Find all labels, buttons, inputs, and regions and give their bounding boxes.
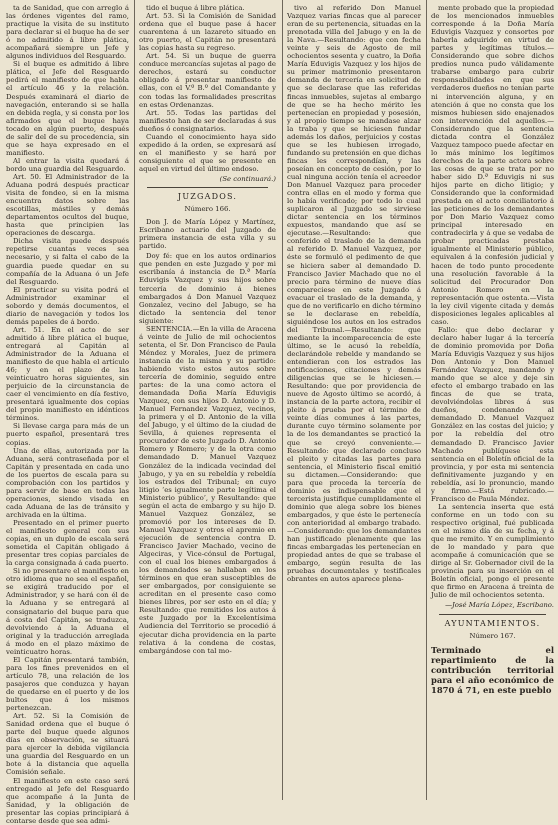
notice-number: Número 167. [469,631,516,640]
paragraph: El Capitán presentará también, para los fines prevenidos en el artículo 78, una relación de los pasajeros que conduzca y hayan de quedarse en el puerto y de los bultos que á los mismos pertenezcan. [6,655,129,713]
paragraph: Cuando el conocimiento haya sido expedido á la orden, se expresará así en el manifiesto y se hará por consiguiente el que se presente en aquel en virtud del último endoso. [139,132,276,173]
column-4 [431,4,554,796]
paragraph: Presentado en el primer puerto el manifiesto general con sus copias, en un duplo de escala será sometida el Capitán obligado á presentar tres copias parciales de la carga consignada á cada puerto. [6,519,129,568]
paragraph: Art. 55. Todas las partidas del manifiesto han de ser declaradas á sus dueños ó consignatarios. [139,108,276,133]
paragraph: Art. 51. En el acto de ser admitido á libre plática el buque, entregará al Capitán al Administrador de la Aduana el manifiesto de que habla el artículo 46; y en el plazo de las veinticuatro horas siguientes, sin perjuicio de la circunstancia de caer el vencimiento en día festivo, presentará igualmente dos copias del propio manifiesto en idénticos términos. [6,325,129,423]
section-title: JUZGADOS. [177,192,238,202]
notice-number: Número 166. [184,205,231,214]
paragraph: Al entrar la visita quedará á bordo una guardia del Resguardo. [6,156,129,173]
paragraph: mente probado que la propiedad de los mencionados inmuebles corresponde á la Doña María Eduvigis Vazquez y consortes por haberla adquirido en virtud de partes y legítimas títulos.—Considerando que sobre dichos predios nunca pudo válidamente trabarse embargo para cubrir responsabilidades en que sus verdaderos dueños no tenían parte ni intervención alguna, y en atención á que no consta que los mismos hubiesen sido enajenados con intervención del aquellos.—Considerando que la sentencia dictada contra el González Vazquez tampoco puede afectar en lo más mínimo los legítimos derechos de la parte actora sobre las cosas de que se trata por no haber sido D.ª Eduvigis ni sus hijos parte en dicho litigio; y Considerando que la conformidad prestada en el acto conciliatorio á las peticiones de los demandantes por Don Mario Vazquez como principal interesado en contradecirla y á que se vedaba de probar practicadas prestaba igualmente el Ministerio público, equivalen á la confesión judicial y hacen de todo punto procedente una resolución favorable á la solicitud del Procurador Don Antonio Romero en la representación que ostenta.—Vista la ley civil vigente citada y demás disposiciones legales aplicables al caso. [431,4,554,326]
column-2 [139,4,276,796]
paragraph: El practicar su visita podrá el Administrador examinar el sobordo y demás documentos, el diario de navegación y todos los demás papeles de á bordo. [6,285,129,326]
section-title: AYUNTAMIENTOS. [444,618,541,628]
paragraph: Una de ellas, autorizada por la Aduana, será contraseñada por el Capitán y presentada en cada uno de los puertos de escala para su comprobación con los partidos y para servir de base en todas las operaciones, siendo visada en cada Aduana de las de tránsito y archivada en la última. [6,446,129,519]
paragraph: Art. 52. Si la Comisión de Sanidad ordena que el buque ó parte del buque quede algunos días en observación, se situará para ejercer la debida vigilancia una guardia del Resguardo en un bote á la distancia que aquella Comisión señale. [6,712,129,777]
paragraph: Fallo: que debo declarar y declaro haber lugar á la tercería de dominio promovida por Doña María Eduvigis Vazquez y sus hijos Don Antonio y Don Manuel Fernández Vazquez, mandando y mando que se alce y deje sin efecto el embargo trabado en las fincas de que se trata, devolviéndolas libres á sus dueños, condenando al demandado D. Manuel Vazquez González en las costas del juicio; y por la rebeldía del otro demandado D. Francisco Javier Machado publíquese esta sentencia en el Boletín oficial de la provincia, y por esta mi sentencia definitivamente juzgando y en rebeldía, así lo pronuncio, mando y firmo.—Está rubricado.—Francisco de Paula Méndez. [431,325,554,503]
paragraph: Dicha visita puede después repetirse cuantas veces sea necesario, y si falta el cabo de la guardia puede quedar en su compañía de la Aduana ó un Jefe del Resguardo. [6,237,129,286]
continued-note: (Se continuará.) [219,174,276,183]
paragraph: SENTENCIA.—En la villa de Aracena á veinte de Julio de mil ochocientos setenta, el Sr. Don Francisco de Paula Méndez y Morales, Juez de primera instancia de la misma y su partido: habiendo visto estos autos sobre tercería de dominio, seguido entre partes: de la una como actora el demandada Doña María Eduvigis Vazquez, con sus hijos D. Antonio y D. Manuel Fernandez Vazquez, vecinos, la primera y el D. Antonio de la villa del Jabugo, y el último de la ciudad de Sevilla, á quienes representa el procurador de este Juzgado D. Antonio Romero y Romero; y de la otra como demandado D. Manuel Vazquez González de la indicada vecindad del Jabugo, y ya en su rebeldía y rebeldía los estrados del Tribunal; en cuyo litigio ‘es igualmente parte legítima el Ministerio público’, y Resultando: que según el acta de embargo y su hijo D. Manuel Vazquez González, se promovió por los intereses de D. Manuel Vazquez y otros el apremio en ejecución de sentencia contra D. Francisco Javier Machado, vecino de Algeciras, y Vice-cónsul de Portugal, con el cual los bienes embargados á los demandados se hallaban en los términos en que eran susceptibles de ser embargados, por consiguiente se acreditan en el presente caso como bienes libres, por ser esto en el día; y Resultando: que remitidos los autos á este Juzgado por la Excelentísima Audiencia del Territorio se procedió á ejecutar dicha providencia en la parte relativa á la condena de costas, embargándose con tal mo- [139,324,276,655]
paragraph: Si el buque es admitido á libre plática, el Jefe del Resguardo pedirá el manifiesto de que habla el artículo 46 y la relación. Después examinará el diario de navegación, enterando si se halla en debida regla, y si consta por los afirmados que el buque haya tocado en algún puerto, después de salir del de su procedencia, sin que se haya expresado en el manifiesto. [6,60,129,157]
paragraph: La sentencia inserta que está conforme en un todo con su respectivo original, fué publicada en el mismo día de su fecha, y á que me remito. Y en cumplimiento de lo mandado y para que acompañe á comunicación que se dirige al Sr. Gobernador civil de la provincia para su inserción en el Boletín oficial, pongo el presente que firmo en Aracena á treinta de Julio de mil ochocientos setenta. [431,502,554,600]
bold-notice [431,645,554,695]
section-divider [439,614,546,615]
paragraph: tido el buque á libre plática. [146,4,245,12]
column-rule [282,0,283,800]
bold-notice-text: Terminado el repartimiento de la contribución territorial para el año económico de 1870 á 71, en este pueblo [431,644,554,695]
section-divider [147,187,268,188]
paragraph: Doy fé: que en los autos ordinarios que penden en este Juzgado y por mi escribanía á instancia de D.ª María Eduvigis Vazquez y sus hijos sobre tercería de dominio á bienes embargados á Don Manuel Vazquez Gonzalez, vecino del Jabugo, se ha dictado la sentencia del tenor siguiente: [139,252,276,325]
signature: —José María López, Escribano. [445,601,554,610]
paragraph: Art. 54. Si un buque de guerra conduce mercancías sujetas al pago de derechos, estará su conductor obligado á presentar manifiesto de ellas, con el V.º B.º del Comandante y con todas las formalidades prescritas en estas Ordenanzas. [139,52,276,109]
paragraph: Art. 53. Si la Comisión de Sanidad ordena que el buque pase á hacer cuarentena á un lazareto situado en otro puerto, el Capitán no presentará las copias hasta su regreso. [139,12,276,53]
paragraph: El manifiesto en este caso será entregado al Jefe del Resguardo que acompañe á la Junta de Sanidad, y la obligación de presentar las copias principiará á contarse desde que sea admi- [6,776,129,825]
paragraph: Si no presentare el manifiesto en otro idioma que no sea el español, se exigirá traducido por el Administrador, y se hará con él de la Aduana y se entregará al consignatario del buque para que á costa del Capitán, se traduzca, devolviendo á la Aduana el original y la traducción arreglada á modo en el plazo máximo de veinticuatro horas. [6,567,129,656]
paragraph: ta de Sanidad, que con arreglo á las órdenes vigentes del ramo, practique la visita de su instituto para declarar si el buque ha de ser ó no admitido á libre plática, acompañará siempre un Jefe y algunos individuos del Resguardo. [6,4,129,61]
notice-lead: Don J. de María López y Martínez, Escribano actuario del Juzgado de primera instancia de esta villa y su partido. [139,218,276,251]
column-3 [287,4,421,796]
column-rule [426,0,427,800]
paragraph: Si llevase carga para más de un puerto español, presentará tres copias. [6,422,129,447]
column-1 [6,4,129,825]
column-rule [134,0,135,800]
paragraph: tivo al referido Don Manuel Vazquez varias fincas que al parecer eran de su pertenencia, situadas en la prenotada villa del Jabugo y en la de la Nava.—Resultando: que con fecha veinte y seis de Agosto de mil ochocientos sesenta y cuatro, la Doña María Eduvigis Vazquez y los hijos de su primer matrimonio presentaron demanda de tercería en solicitud de que se declarase que las referidas fincas inmuebles, sujetas al embargo de que se ha hecho mérito les pertenecían en propiedad y posesión, y al propio tiempo se mandase alzar la traba y que se hiciesen fundar además los daños, perjuicios y costas que se les hubiesen irrogado, fundando su pretensión en que dichas fincas les correspondían, y las poseían en concepto de cesión, por lo cual ninguna acción tenía el acreedor Don Manuel Vazquez para proceder contra ellas en el modo y forma que lo había verificado; por todo lo cual suplicaron al Juzgado se sirviese dictar sentencia en los términos expuestos, mandando que así se ejecutase.—Resultando: que conferido el traslado de la demanda al referido D. Manuel Vazquez, por éste se formuló el pedimento de que se hiciera saber al demandado D. Francisco Javier Machado que no el precio para término de nueve días compareciese en este Juzgado á evacuar el traslado de la demanda, y que de no verificarlo en dicho término se le declarase en rebeldía, siguiéndose los autos en los estrados del Tribunal.—Resultando: que mediante la incomparecencia de este último, se le acusó la rebeldía, declarándole rebelde y mandando se entendieran con los estrados las notificaciones, citaciones y demás diligencias que se le hiciesen.—Resultando: que por providencia de nueve de Agosto último se acordó, á instancia de la parte actora, recibir el pleito á prueba por el término de veinte días comunes á las partes, durante cuyo término solamente por la de los demandantes se practicó la que se creyó conveniente.—Resultando: que declarado concluso el pleito y citadas las partes para sentencia, el Ministerio fiscal emitió su dictamen.—Considerando: que para que proceda la tercería de dominio es indispensable que el tercerista justifique cumplidamente el dominio que alega sobre los bienes embargados, y que éste le pertenecía con anterioridad al embargo trabado.—Considerando: que los demandantes han justificado plenamente que las fincas embargadas les pertenecían en propiedad antes de que se trabase el embargo, según resulta de las pruebas documentales y testificales obrantes en autos aparece plena- [287,4,421,584]
paragraph: Art. 50. El Administrador de la Aduana podrá después practicar visita de fondeo, si en la misma encuentra datos sobre las escotillas, mástiles y demás departamentos ocultos del buque, hasta que principien las operaciones de descarga. [6,172,129,238]
